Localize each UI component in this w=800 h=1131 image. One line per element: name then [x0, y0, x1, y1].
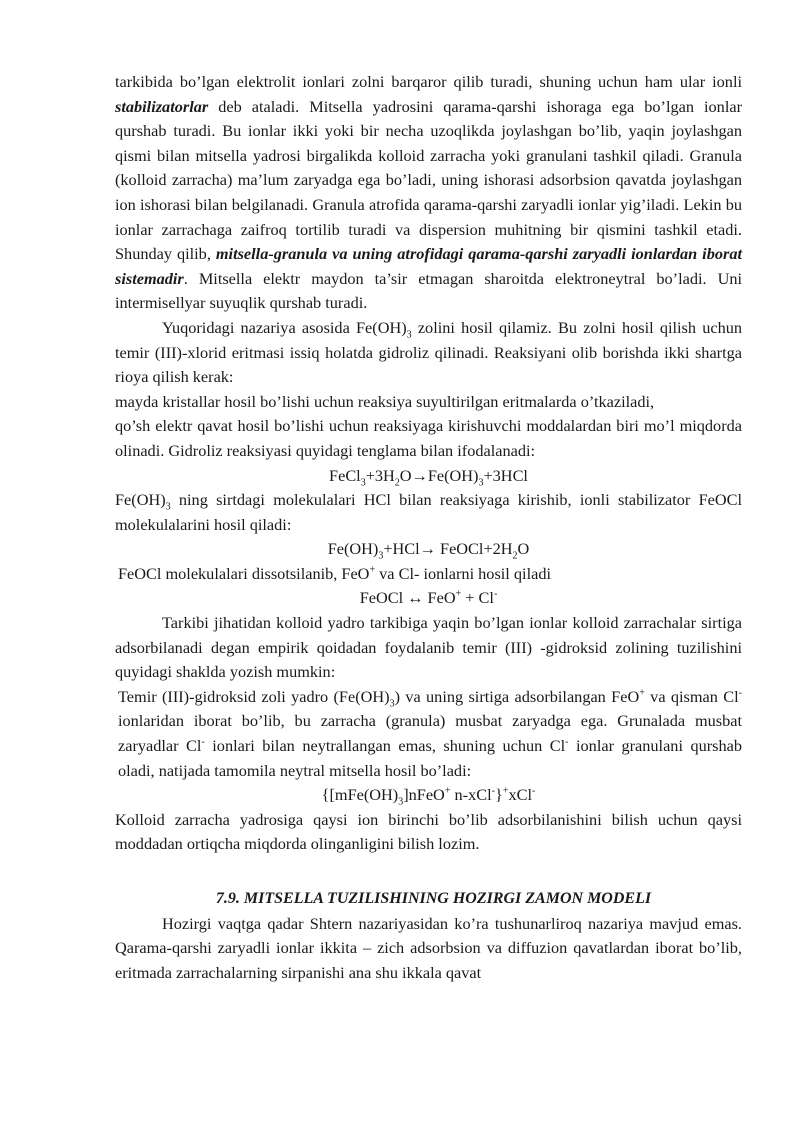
subscript: 3: [378, 550, 384, 562]
superscript: +: [455, 589, 462, 601]
eq-part: O: [517, 539, 530, 559]
document-page: [115, 70, 742, 985]
superscript: -: [491, 785, 495, 797]
eq-part: Fe(OH): [327, 539, 379, 559]
text-run: . Mitsella elektr maydon ta’sir etmagan sharoitda elektroneytral bo’ladi. Uni intermisellyar suyuqlik qurshab turadi.: [115, 268, 742, 313]
eq-part: n-xCl: [450, 785, 492, 805]
paragraph-adsorption-order: Kolloid zarracha yadrosiga qaysi ion birinchi bo’lib adsorbilanishini bilish uchun qaysi moddadan ortiqcha miqdorda olinganligini bilish lozim.: [115, 809, 742, 854]
text-run: Temir (III)-gidroksid zoli yadro (Fe(OH): [118, 686, 390, 706]
emphasis-stabilizers: stabilizatorlar: [115, 96, 209, 116]
superscript: -: [531, 785, 536, 797]
subscript: 3: [165, 501, 171, 513]
superscript: -: [493, 589, 498, 601]
condition-line-2: qo’sh elektr qavat hosil bo’lishi uchun reaksiyaga kirishuvchi moddalardan biri mo’l miqdorda olinadi. Gidroliz reaksiyasi quyidagi tenglama bilan ifodalanadi:: [115, 416, 742, 460]
text-run: va qisman Cl: [644, 686, 739, 706]
superscript: +: [444, 785, 451, 797]
eq-part: O→Fe(OH): [399, 465, 479, 485]
equation-feocl-formation: [115, 537, 742, 562]
eq-part: xCl: [508, 785, 532, 805]
text-run: deb ataladi. Mitsella yadrosini qarama-qarshi ishoraga ega bo’lgan ionlar qurshab turadi. Bu ionlar ikki yoki bir necha uzoqlikda joylashgan bo’lib, yaqin joylashgan qismi bilan mitsella yadrosi birgalikda kolloid zarracha yoki granulani tashkil qiladi. Granula (kolloid zarracha) ma’lum zaryadga ega bo’ladi, uning ishorasi adsorbsion qavatda joylashgan ion ishorasi bilan belgilanadi. Granula atrofida qarama-qarshi zaryadli ionlar yig’iladi. Lekin bu ionlar zarrachaga zaifroq tortilib turadi va dispersion muhitning bir qismini tashkil etadi. Shunday qilib,: [115, 96, 742, 264]
paragraph-feoh3-sol: [115, 316, 742, 390]
superscript: +: [639, 687, 645, 699]
subscript: 3: [478, 476, 484, 488]
subscript: 3: [389, 698, 395, 710]
text-run: tarkibida bo’lgan elektrolit ionlari zolni barqaror qilib turadi, shuning uchun ham ular ionli: [115, 72, 742, 91]
paragraph-micelle-structure: [115, 70, 742, 316]
eq-part: +3H: [365, 465, 395, 485]
equation-micelle-formula: [115, 783, 742, 808]
eq-part: FeCl: [329, 465, 361, 485]
paragraph-dissociation: [118, 562, 742, 587]
text-run: Yuqoridagi nazariya asosida Fe(OH): [162, 317, 407, 337]
eq-part: + Cl: [461, 588, 494, 608]
eq-part: FeOCl ↔ FeO: [359, 588, 456, 608]
text-run: ionlar granulani qurshab oladi, natijada tamomila neytral mitsella hosil bo’ladi:: [118, 736, 743, 780]
subscript: 3: [360, 476, 366, 488]
subscript: 3: [406, 329, 412, 341]
eq-part: ]nFeO: [403, 785, 445, 805]
equation-hydrolysis: [115, 464, 742, 489]
text-run: va Cl- ionlarni hosil qiladi: [375, 563, 551, 583]
text-run: ) va uning sirtiga adsorbilangan FeO: [394, 686, 640, 706]
subscript: 2: [394, 476, 400, 488]
eq-part: +3HCl: [483, 465, 528, 485]
paragraph-sol-core: [118, 685, 742, 783]
text-run: ionlari bilan neytrallangan emas, shuning uchun Cl: [204, 736, 566, 756]
superscript: +: [369, 564, 376, 576]
emphasis-micelle-definition: mitsella-granula va uning atrofidagi qarama-qarshi zaryadli ionlardan iborat sistemadir: [115, 244, 742, 288]
superscript: -: [738, 687, 742, 699]
eq-part: }: [494, 785, 503, 805]
text-run: Fe(OH): [115, 490, 166, 510]
text-run: ning sirtdagi molekulalari HCl bilan reaksiyaga kirishib, ionli stabilizator FeOCl molekulalarini hosil qiladi:: [115, 490, 742, 534]
paragraph-empirical-rule: Tarkibi jihatidan kolloid yadro tarkibiga yaqin bo’lgan ionlar kolloid zarrachalar sirtiga adsorbilanadi degan empirik qoidadan foydalanib temir (III) -gidroksid zolining tuzilishini quyidagi shaklda yozish mumkin:: [115, 613, 742, 682]
text-run: ionlaridan iborat bo’lib, bu zarracha (granula) musbat zaryadga ega. Grunalada musbat zaryadlar Cl: [118, 711, 742, 756]
text-run: FeOCl molekulalari dissotsilanib, FeO: [118, 563, 370, 583]
condition-line-1: mayda kristallar hosil bo’lishi uchun reaksiya suyultirilgan eritmalarda o’tkaziladi,: [115, 391, 655, 411]
superscript: -: [201, 736, 205, 748]
eq-part: {[mFe(OH): [321, 785, 399, 805]
superscript: +: [502, 785, 509, 797]
equation-dissociation: [115, 586, 742, 611]
text-run: zolini hosil qilamiz. Bu zolni hosil qilish uchun temir (III)-xlorid eritmasi issiq holatda gidroliz qilinadi. Reaksiyani olib borishda ikki shartga rioya qilish kerak:: [115, 317, 743, 387]
paragraph-stern-theory: Hozirgi vaqtga qadar Shtern nazariyasidan ko’ra tushunarliroq nazariya mavjud emas. Qarama-qarshi zaryadli ionlar ikkita – zich adsorbsion va diffuzion qavatlardan iborat bo’lib, eritmada zarrachalarning sirpanishi ana shu ikkala qavat: [115, 913, 742, 982]
subscript: 2: [512, 550, 518, 562]
eq-part: +HCl→ FeOCl+2H: [383, 539, 513, 559]
subscript: 3: [398, 796, 404, 808]
section-heading: 7.9. MITSELLA TUZILISHINING HOZIRGI ZAMON MODELI: [215, 890, 652, 907]
paragraph-surface-reaction: [115, 488, 742, 537]
superscript: -: [565, 736, 569, 748]
